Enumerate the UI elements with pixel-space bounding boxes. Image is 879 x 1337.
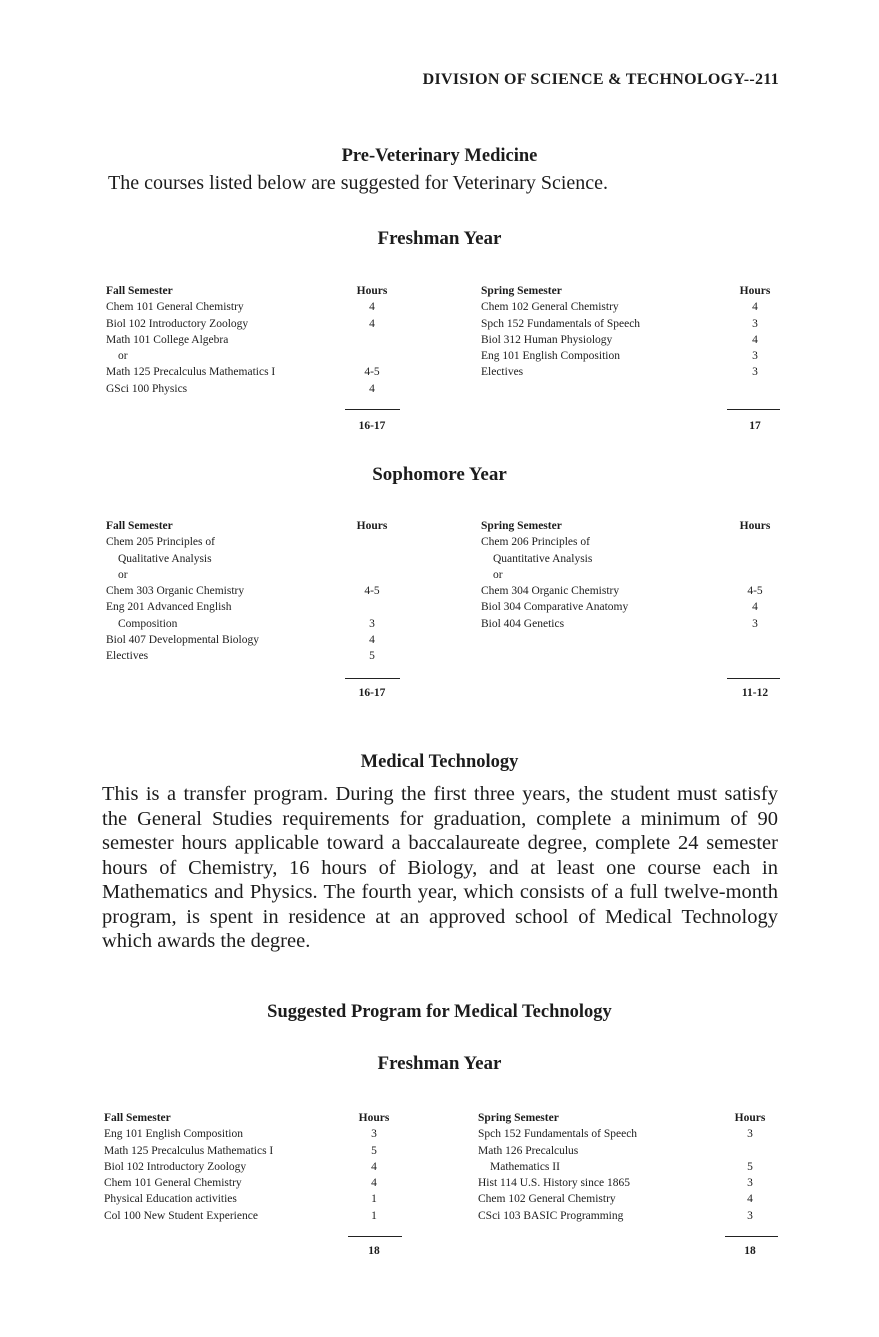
fall-total-rule [345,678,400,679]
course-name: Qualitative Analysis [118,552,212,565]
med-tech-paragraph: This is a transfer program. During the first three years, the student must satisfy the General Studies requirements for graduation, complete a minimum of 90 semester hours applicable toward a baccalaureate degree, complete 24 semester hours of Chemistry, 16 hours of Biology, and at least one course each in Mathematics and Physics. The fourth year, which consists of a full twelve-month program, is spent in residence at an approved school of Medical Technology which awards the degree. [102,783,778,952]
course-hours: 1 [371,1209,377,1222]
spring-total-hours: 17 [749,420,761,432]
pre-vet-intro: The courses listed below are suggested for Veterinary Science. [108,172,609,194]
pre-vet-sophomore-title: Sophomore Year [372,464,507,485]
course-name: Spch 152 Fundamentals of Speech [481,317,641,330]
course-name: Biol 312 Human Physiology [481,333,613,346]
spring-hours-column [727,518,783,632]
spring-hours-column [722,1110,778,1224]
course-name: Electives [481,366,524,379]
spring-total-hours: 18 [744,1245,756,1257]
fall-total-rule [348,1236,402,1237]
spring-total-rule [725,1236,778,1237]
course-hours [727,551,783,567]
running-head: DIVISION OF SCIENCE & TECHNOLOGY--211 [422,71,779,88]
fall-column [106,283,336,397]
course-hours: 4-5 [364,366,380,379]
course-hours [344,332,400,348]
fall-semester-header: Fall Semester [106,285,173,297]
course-hours [344,567,400,583]
course-name: Math 101 College Algebra [106,333,229,346]
course-hours: 5 [371,1144,377,1157]
course-name: Composition [118,617,178,630]
fall-total-hours: 18 [368,1245,380,1257]
course-hours: 3 [752,350,758,363]
hours-header: Hours [356,285,388,297]
course-hours: 4-5 [747,585,763,598]
fall-semester-header: Fall Semester [104,1112,171,1124]
course-name: Biol 102 Introductory Zoology [104,1160,247,1173]
fall-hours-column [346,1110,402,1224]
course-hours: 4 [369,301,375,314]
course-name: Quantitative Analysis [493,552,593,565]
course-name: Biol 304 Comparative Anatomy [481,601,629,614]
course-hours: 3 [747,1128,753,1141]
course-hours: 4 [752,601,758,614]
course-name: CSci 103 BASIC Programming [478,1209,624,1222]
course-hours: 4-5 [364,585,380,598]
course-name: Math 125 Precalculus Mathematics I [104,1144,274,1157]
course-hours: 3 [752,317,758,330]
course-name: or [118,568,128,581]
course-name: Math 126 Precalculus [478,1144,579,1157]
course-name: or [118,350,128,363]
course-hours: 4 [752,301,758,314]
course-hours: 3 [752,366,758,379]
course-name: Physical Education activities [104,1193,237,1206]
course-name: Biol 407 Developmental Biology [106,634,259,647]
course-hours: 3 [747,1209,753,1222]
spring-semester-header: Spring Semester [481,520,562,532]
fall-total-hours: 16-17 [358,687,386,699]
course-name: Spch 152 Fundamentals of Speech [478,1128,638,1141]
spring-total-rule [727,409,780,410]
course-name: Chem 101 General Chemistry [104,1177,242,1190]
fall-hours-column [344,283,400,397]
course-name: Mathematics II [490,1160,560,1173]
spring-semester-header: Spring Semester [481,285,562,297]
spring-column [481,518,721,632]
course-hours [722,1143,778,1159]
course-name: Chem 206 Principles of [481,536,590,549]
med-tech-title: Medical Technology [360,752,519,772]
course-hours: 4 [369,634,375,647]
hours-header: Hours [734,1112,766,1124]
course-hours: 4 [752,333,758,346]
hours-header: Hours [356,520,388,532]
course-hours: 3 [371,1128,377,1141]
spring-column [478,1110,722,1224]
course-hours [344,551,400,567]
course-name: Hist 114 U.S. History since 1865 [478,1177,630,1190]
course-name: or [493,568,503,581]
hours-header: Hours [739,520,771,532]
course-name: Chem 205 Principles of [106,536,215,549]
course-hours: 4 [371,1177,377,1190]
course-hours: 4 [371,1160,377,1173]
course-name: Eng 101 English Composition [104,1128,243,1141]
course-hours: 3 [752,617,758,630]
course-name: Eng 201 Advanced English [106,601,232,614]
course-name: Chem 101 General Chemistry [106,301,244,314]
course-name: Chem 102 General Chemistry [478,1193,616,1206]
pre-vet-freshman-title: Freshman Year [377,228,502,249]
fall-column [104,1110,336,1224]
course-hours: 4 [369,317,375,330]
course-name: Chem 102 General Chemistry [481,301,619,314]
spring-semester-header: Spring Semester [478,1112,559,1124]
course-hours [727,567,783,583]
med-tech-freshman-title: Freshman Year [377,1053,502,1074]
fall-total-hours: 16-17 [358,420,386,432]
course-hours: 4 [747,1193,753,1206]
course-hours [344,599,400,615]
course-name: Biol 404 Genetics [481,617,565,630]
course-name: Chem 304 Organic Chemistry [481,585,620,598]
pre-vet-title: Pre-Veterinary Medicine [341,146,538,166]
course-hours [344,348,400,364]
fall-hours-column [344,518,400,665]
fall-total-rule [345,409,400,410]
spring-column [481,283,721,381]
fall-column [106,518,336,665]
spring-total-hours: 11-12 [741,687,769,699]
course-name: Electives [106,650,149,663]
course-hours: 3 [369,617,375,630]
spring-total-rule [727,678,780,679]
hours-header: Hours [358,1112,390,1124]
course-hours: 5 [369,650,375,663]
spring-hours-column [727,283,783,381]
course-hours: 4 [369,382,375,395]
fall-semester-header: Fall Semester [106,520,173,532]
course-hours: 3 [747,1177,753,1190]
course-hours [344,534,400,550]
course-hours [727,534,783,550]
med-tech-program-title: Suggested Program for Medical Technology [267,1002,612,1022]
course-name: Chem 303 Organic Chemistry [106,585,245,598]
course-name: Biol 102 Introductory Zoology [106,317,249,330]
course-name: Col 100 New Student Experience [104,1209,258,1222]
hours-header: Hours [739,285,771,297]
course-name: Math 125 Precalculus Mathematics I [106,366,276,379]
course-hours: 5 [747,1160,753,1173]
course-name: GSci 100 Physics [106,382,188,395]
course-hours: 1 [371,1193,377,1206]
course-name: Eng 101 English Composition [481,350,620,363]
